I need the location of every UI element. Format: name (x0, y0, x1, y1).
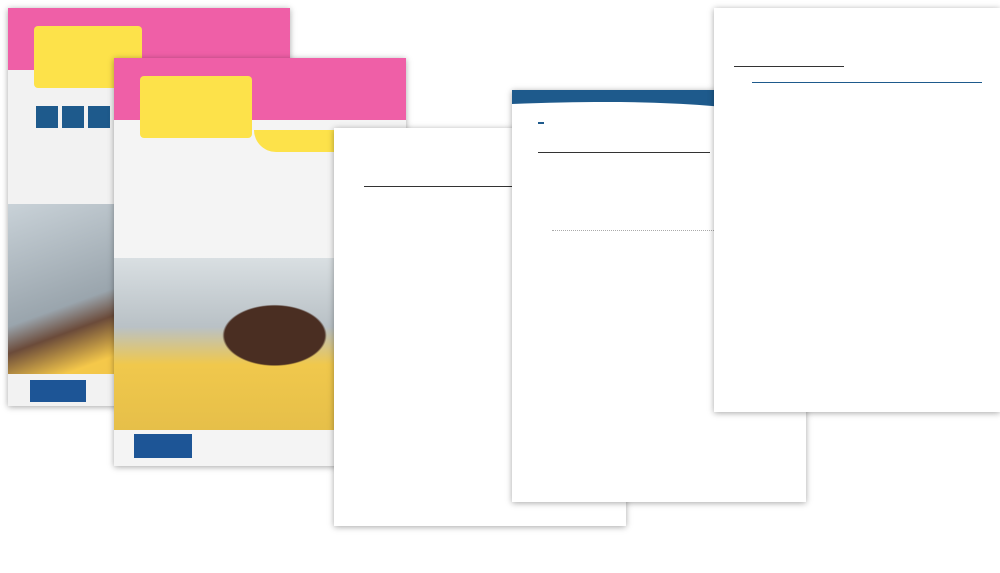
tile (36, 106, 58, 128)
title-underline (538, 152, 710, 153)
graphies-page (714, 8, 1000, 412)
publisher-logo (134, 434, 192, 458)
title-underline (734, 66, 844, 67)
timeline-line (752, 82, 982, 83)
publisher-logo (30, 380, 86, 402)
tile (88, 106, 110, 128)
methode-badge (140, 76, 252, 138)
week-tag (538, 122, 544, 124)
tile (62, 106, 84, 128)
